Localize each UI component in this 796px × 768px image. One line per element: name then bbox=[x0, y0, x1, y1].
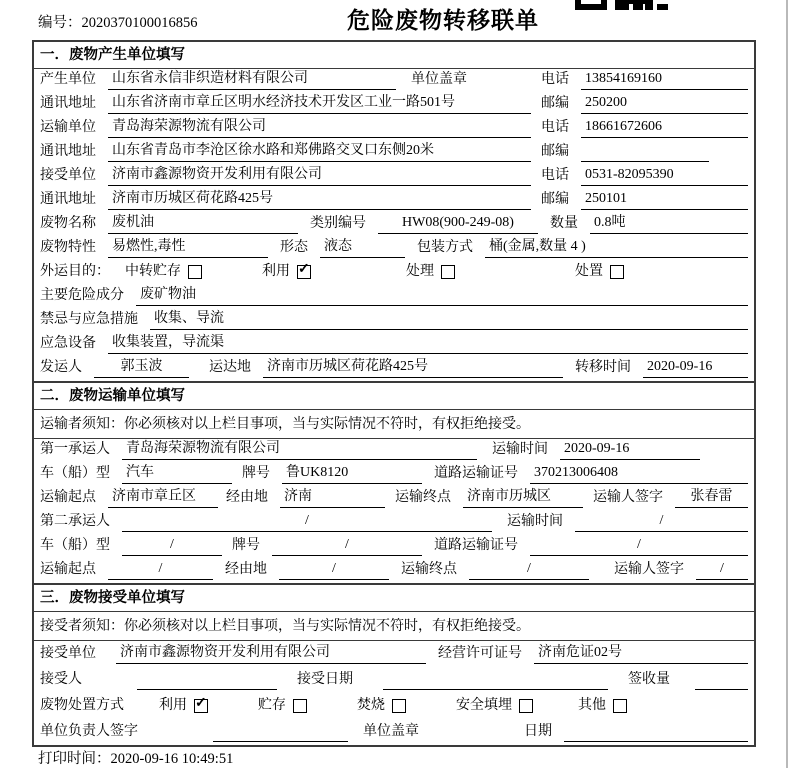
row-route1 bbox=[34, 487, 754, 511]
transport-time-label: 运输时间 bbox=[507, 514, 563, 529]
producer-label: 产生单位 bbox=[40, 72, 96, 87]
section-receiver bbox=[34, 583, 754, 745]
via-label: 经由地 bbox=[226, 490, 268, 505]
plate-label: 牌号 bbox=[232, 538, 260, 553]
producer-value: 山东省永信非织造材料有限公司 bbox=[108, 69, 396, 90]
permit-label: 道路运输证号 bbox=[434, 466, 518, 481]
page-edge-divider bbox=[786, 0, 788, 768]
sign2-value: / bbox=[696, 559, 748, 580]
acceptor-label: 接受人 bbox=[40, 672, 82, 687]
unit-signer-value bbox=[213, 741, 348, 742]
zip-label: 邮编 bbox=[541, 96, 569, 111]
disposal-option-store: 贮存 bbox=[258, 696, 307, 716]
transporter-value: 青岛海荣源物流有限公司 bbox=[108, 117, 531, 138]
category-label: 类别编号 bbox=[310, 216, 366, 231]
receiving-unit-label: 接受单位 bbox=[40, 646, 96, 661]
packing-value: 桶(金属,数量 4 ) bbox=[485, 237, 748, 258]
producer-phone-value: 13854169160 bbox=[581, 69, 748, 90]
row-vehicle1 bbox=[34, 463, 754, 487]
print-time bbox=[38, 747, 233, 768]
vehicle1-value: 汽车 bbox=[122, 463, 232, 484]
purpose-label: 外运目的： bbox=[40, 264, 110, 279]
checkbox-icon bbox=[293, 699, 307, 713]
purpose-option-dispose: 处置 bbox=[575, 262, 624, 282]
checkbox-icon bbox=[613, 699, 627, 713]
end1-value: 济南市历城区 bbox=[463, 487, 583, 508]
checkbox-icon bbox=[392, 699, 406, 713]
taboo-value: 收集、导流 bbox=[150, 309, 748, 330]
transfer-manifest-form bbox=[32, 40, 756, 747]
transporter-sign-label: 运输人签字 bbox=[593, 490, 663, 505]
transporter-notice: 运输者须知：你必须核对以上栏目事项，当与实际情况不符时，有权拒绝接受。 bbox=[34, 410, 754, 439]
section3-header: 三．废物接受单位填写 bbox=[34, 585, 754, 612]
row-disposal-method bbox=[34, 693, 754, 719]
checkbox-icon bbox=[610, 265, 624, 279]
address-label: 通讯地址 bbox=[40, 192, 96, 207]
transporter-address-value: 山东省青岛市李沧区徐水路和郑佛路交叉口东侧20米 bbox=[108, 141, 531, 162]
phone-label: 电话 bbox=[541, 120, 569, 135]
purpose-option-utilize: 利用 ✓ bbox=[262, 262, 311, 282]
carrier2-value: / bbox=[122, 511, 492, 532]
transport-time-label: 运输时间 bbox=[492, 442, 548, 457]
row-carrier1 bbox=[34, 439, 754, 463]
row-producer-address bbox=[34, 93, 754, 117]
destination-value: 济南市历城区荷花路425号 bbox=[263, 357, 563, 378]
unit-seal-label: 单位盖章 bbox=[411, 72, 467, 87]
destination-label: 运达地 bbox=[209, 360, 251, 375]
permit2-value: / bbox=[530, 535, 748, 556]
acceptor-value bbox=[137, 689, 277, 690]
checkbox-icon bbox=[188, 265, 202, 279]
purpose-option-transfer-storage: 中转贮存 bbox=[125, 262, 202, 282]
page-title: 危险废物转移联单 bbox=[347, 8, 539, 33]
vehicle-type-label: 车（船）型 bbox=[40, 466, 110, 481]
equipment-value: 收集装置，导流渠 bbox=[108, 333, 748, 354]
form-label: 形态 bbox=[280, 240, 308, 255]
zip-label: 邮编 bbox=[541, 144, 569, 159]
receiving-unit-value: 济南市鑫源物资开发利用有限公司 bbox=[116, 643, 426, 664]
row-vehicle2 bbox=[34, 535, 754, 559]
receiver-phone-value: 0531-82095390 bbox=[581, 165, 748, 186]
shipper-label: 发运人 bbox=[40, 360, 82, 375]
endpoint-label: 运输终点 bbox=[395, 490, 451, 505]
character-value: 易燃性,毒性 bbox=[108, 237, 268, 258]
waste-name-label: 废物名称 bbox=[40, 216, 96, 231]
checkbox-icon bbox=[441, 265, 455, 279]
hazard-value: 废矿物油 bbox=[136, 285, 748, 306]
shipper-value: 郭玉波 bbox=[94, 357, 189, 378]
license-label: 经营许可证号 bbox=[438, 646, 522, 661]
row-purpose bbox=[34, 261, 754, 285]
row-producer bbox=[34, 69, 754, 93]
via-label: 经由地 bbox=[225, 562, 267, 577]
receiver-address-value: 济南市历城区荷花路425号 bbox=[108, 189, 531, 210]
row-emergency-equipment bbox=[34, 333, 754, 357]
producer-address-value: 山东省济南市章丘区明水经济技术开发区工业一路501号 bbox=[108, 93, 531, 114]
end2-value: / bbox=[469, 559, 589, 580]
row-waste-name bbox=[34, 213, 754, 237]
receiver-notice: 接受者须知：你必须核对以上栏目事项，当与实际情况不符时，有权拒绝接受。 bbox=[34, 612, 754, 641]
document-number-value: 2020370100016856 bbox=[81, 15, 198, 31]
row-waste-character bbox=[34, 237, 754, 261]
disposal-label: 废物处置方式 bbox=[40, 698, 124, 713]
hazard-label: 主要危险成分 bbox=[40, 288, 124, 303]
quantity-value: 0.8吨 bbox=[590, 213, 748, 234]
checkbox-checked-icon bbox=[194, 699, 208, 713]
document-number-label: 编号： bbox=[38, 15, 82, 31]
address-label: 通讯地址 bbox=[40, 144, 96, 159]
plate1-value: 鲁UK8120 bbox=[282, 463, 422, 484]
disposal-option-utilize: 利用 ✓ bbox=[159, 696, 208, 716]
transporter-label: 运输单位 bbox=[40, 120, 96, 135]
print-time-value: 2020-09-16 10:49:51 bbox=[110, 751, 234, 767]
receiver-zip-value: 250101 bbox=[581, 189, 748, 210]
transport-time1-value: 2020-09-16 bbox=[560, 439, 700, 460]
origin-label: 运输起点 bbox=[40, 562, 96, 577]
address-label: 通讯地址 bbox=[40, 96, 96, 111]
transport-time2-value: / bbox=[575, 511, 748, 532]
qr-code-fragment bbox=[575, 0, 668, 10]
transporter-sign-label: 运输人签字 bbox=[614, 562, 684, 577]
row-transporter-address bbox=[34, 141, 754, 165]
vehicle-type-label: 车（船）型 bbox=[40, 538, 110, 553]
signed-amount-value bbox=[695, 689, 748, 690]
checkbox-checked-icon bbox=[297, 265, 311, 279]
origin2-value: / bbox=[108, 559, 213, 580]
row-unit-signature bbox=[34, 719, 754, 745]
phone-label: 电话 bbox=[541, 168, 569, 183]
plate-label: 牌号 bbox=[242, 466, 270, 481]
transporter-phone-value: 18661672606 bbox=[581, 117, 748, 138]
taboo-label: 禁忌与应急措施 bbox=[40, 312, 138, 327]
origin1-value: 济南市章丘区 bbox=[108, 487, 218, 508]
row-receiving-unit bbox=[34, 641, 754, 667]
carrier1-label: 第一承运人 bbox=[40, 442, 110, 457]
via1-value: 济南 bbox=[280, 487, 385, 508]
section1-header: 一．废物产生单位填写 bbox=[34, 42, 754, 69]
quantity-label: 数量 bbox=[550, 216, 578, 231]
row-carrier2 bbox=[34, 511, 754, 535]
form-value: 液态 bbox=[320, 237, 405, 258]
accept-date-value bbox=[383, 689, 608, 690]
sign1-value: 张春雷 bbox=[675, 487, 748, 508]
sign-date-label: 日期 bbox=[524, 724, 552, 739]
character-label: 废物特性 bbox=[40, 240, 96, 255]
section-producer bbox=[34, 42, 754, 381]
section2-header: 二．废物运输单位填写 bbox=[34, 383, 754, 410]
checkbox-icon bbox=[519, 699, 533, 713]
row-acceptor bbox=[34, 667, 754, 693]
disposal-option-incinerate: 焚烧 bbox=[357, 696, 406, 716]
signed-amount-label: 签收量 bbox=[628, 672, 670, 687]
section-transporter bbox=[34, 381, 754, 583]
permit1-value: 370213006408 bbox=[530, 463, 748, 484]
row-route2 bbox=[34, 559, 754, 583]
packing-label: 包装方式 bbox=[417, 240, 473, 255]
qr-eye-icon bbox=[575, 0, 607, 10]
disposal-option-other: 其他 bbox=[578, 696, 627, 716]
endpoint-label: 运输终点 bbox=[401, 562, 457, 577]
row-receiver bbox=[34, 165, 754, 189]
unit-seal-label: 单位盖章 bbox=[363, 724, 419, 739]
waste-name-value: 废机油 bbox=[108, 213, 298, 234]
receiver-label: 接受单位 bbox=[40, 168, 96, 183]
transfer-time-label: 转移时间 bbox=[575, 360, 631, 375]
transfer-date-value: 2020-09-16 bbox=[643, 357, 748, 378]
transporter-zip-value bbox=[581, 161, 709, 162]
origin-label: 运输起点 bbox=[40, 490, 96, 505]
phone-label: 电话 bbox=[541, 72, 569, 87]
carrier2-label: 第二承运人 bbox=[40, 514, 110, 529]
purpose-option-treat: 处理 bbox=[406, 262, 455, 282]
zip-label: 邮编 bbox=[541, 192, 569, 207]
print-time-label: 打印时间： bbox=[38, 751, 111, 767]
plate2-value: / bbox=[272, 535, 422, 556]
accept-date-label: 接受日期 bbox=[297, 672, 353, 687]
sign-date-value bbox=[564, 741, 748, 742]
license-value: 济南危证02号 bbox=[534, 643, 748, 664]
permit-label: 道路运输证号 bbox=[434, 538, 518, 553]
row-hazard-component bbox=[34, 285, 754, 309]
row-shipper bbox=[34, 357, 754, 381]
receiver-value: 济南市鑫源物资开发利用有限公司 bbox=[108, 165, 531, 186]
vehicle2-value: / bbox=[122, 535, 222, 556]
category-value: HW08(900-249-08) bbox=[378, 213, 538, 234]
row-receiver-address bbox=[34, 189, 754, 213]
carrier1-value: 青岛海荣源物流有限公司 bbox=[122, 439, 477, 460]
unit-signer-label: 单位负责人签字 bbox=[40, 724, 138, 739]
via2-value: / bbox=[279, 559, 389, 580]
equipment-label: 应急设备 bbox=[40, 336, 96, 351]
disposal-option-landfill: 安全填埋 bbox=[456, 696, 533, 716]
producer-zip-value: 250200 bbox=[581, 93, 748, 114]
row-transporter bbox=[34, 117, 754, 141]
row-taboo-measures bbox=[34, 309, 754, 333]
